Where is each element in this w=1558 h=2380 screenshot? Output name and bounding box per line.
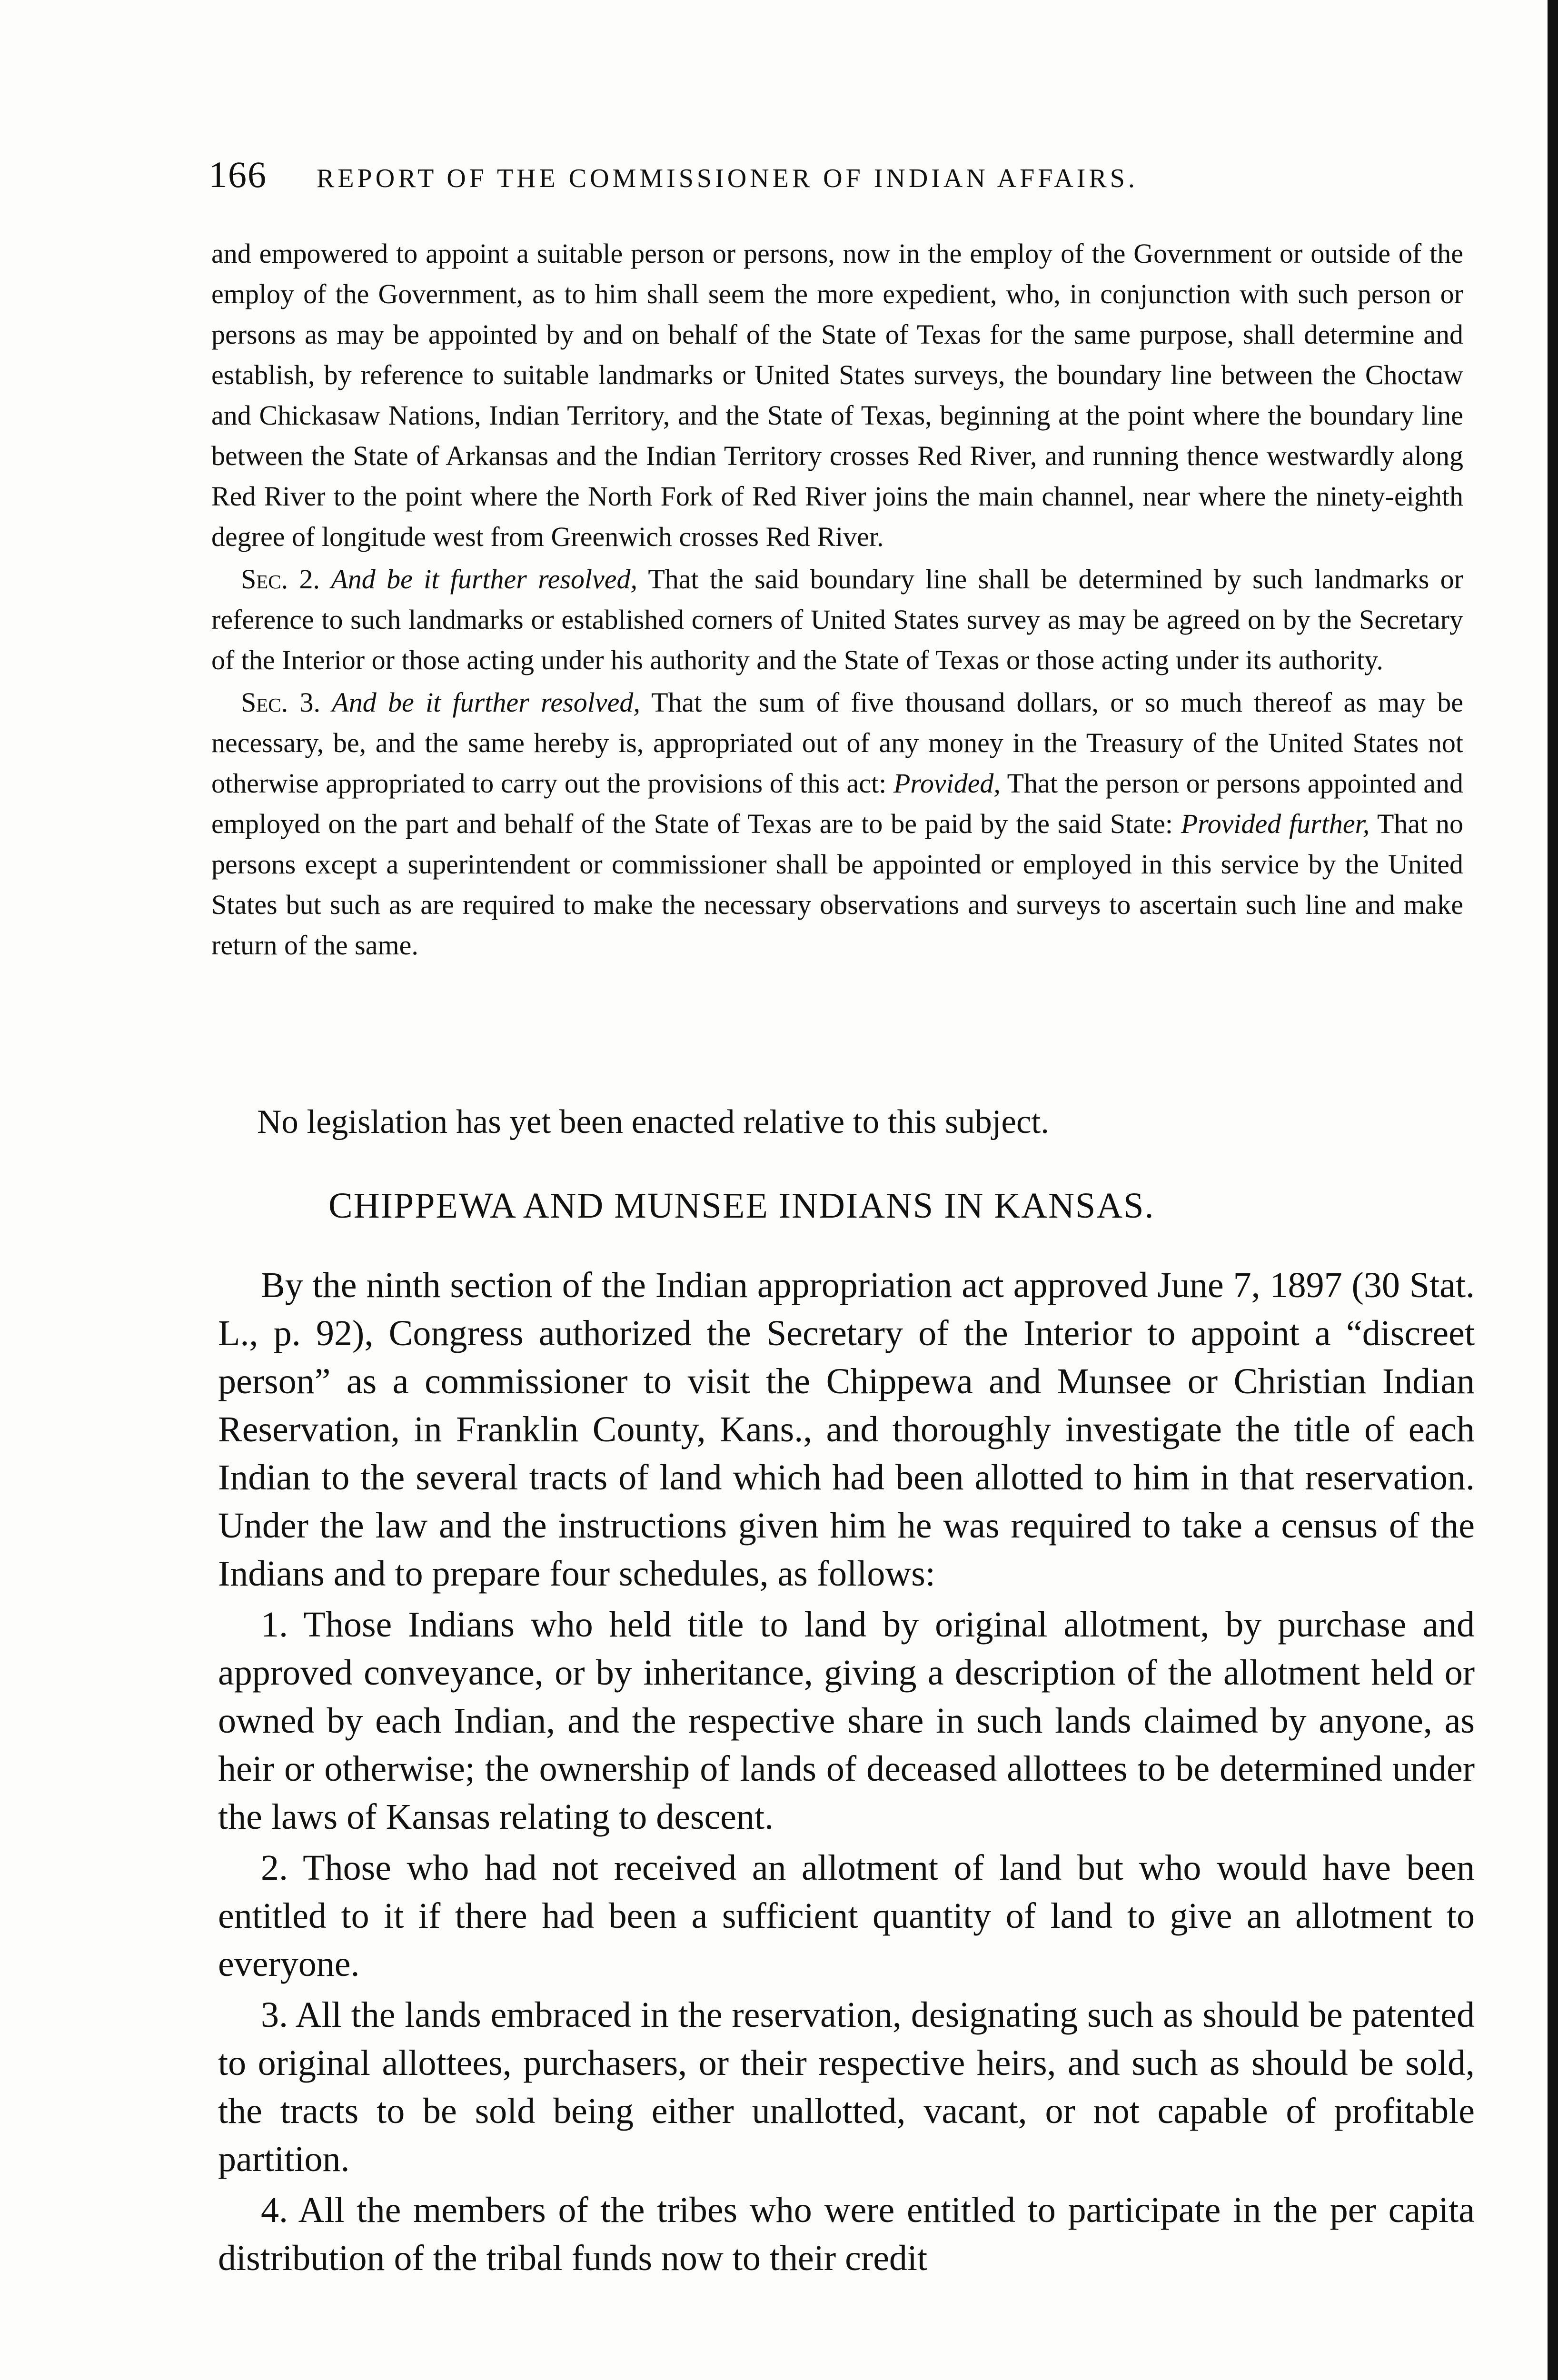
section-label: Sec. 3. (241, 687, 320, 718)
resolution-paragraph: and empowered to appoint a suitable person or persons, now in the employ of the Government or outside of the employ of the Government, as to him shall seem the more expedient, who, in conjunction with such person or persons as may be appointed by and on behalf of the State of Texas for the same purpose, shall determine and establish, by reference to suitable landmarks or United States surveys, the boundary line between the Choctaw and Chickasaw Nations, Indian Territory, and the State of Texas, beginning at the point where the boundary line between the State of Arkansas and the Indian Territory crosses Red River, and running thence westwardly along Red River to the point where the North Fork of Red River joins the main channel, near where the ninety-eighth degree of longitude west from Greenwich crosses Red River. (211, 238, 1463, 552)
italic-phrase: And be it further resolved, (332, 687, 640, 718)
italic-phrase: And be it further resolved, (331, 564, 638, 595)
schedule-item: 1. Those Indians who held title to land by original allotment, by purchase and approved conveyance, or by inheritance, giving a description of the allotment held or owned by each Indian, and the respective share in such lands claimed by anyone, as heir or otherwise; the ownership of lands of deceased allottees to be determined under the laws of Kansas relating to descent. (218, 1605, 1475, 1837)
section-label: Sec. 2. (241, 564, 320, 595)
proviso-label: Provided further, (1181, 808, 1370, 839)
section-text: That no persons except a superintendent or commissioner shall be appointed or employed in this service by the United States but such as are required to make the necessary observations and surveys to ascertain such line and make return of the same. (211, 808, 1464, 961)
closing-line: No legislation has yet been enacted relative to this subject. (257, 1103, 1050, 1140)
section-3-paragraph (211, 682, 1463, 965)
scan-border-right (1548, 0, 1558, 2380)
proviso-label: Provided, (893, 768, 1001, 799)
page-number: 166 (208, 154, 267, 195)
section-text: That the sum of five thousand dollars, or so much thereof as may be necessary, be, and the same hereby is, appropriated out of any money in the Treasury of the United States not otherwise appropriated to carry out the provisions of this act: (211, 687, 1464, 799)
running-head: REPORT OF THE COMMISSIONER OF INDIAN AFFAIRS. (317, 164, 1138, 193)
section-text: That the person or persons appointed and employed on the part and behalf of the State of Texas are to be paid by the said State: (211, 768, 1464, 839)
page-header (208, 153, 1360, 206)
schedule-item: 2. Those who had not received an allotment of land but who would have been entitled to it if there had been a sufficient quantity of land to give an allotment to everyone. (218, 1848, 1475, 1984)
section-heading: CHIPPEWA AND MUNSEE INDIANS IN KANSAS. (328, 1186, 1155, 1226)
section-text: That the said boundary line shall be determined by such landmarks or reference to such landmarks or established corners of United States survey as may be agreed on by the Secretary of the Interior or those acting under his authority and the State of Texas or those acting under its authority. (211, 564, 1463, 675)
schedule-item: 3. All the lands embraced in the reservation, designating such as should be patented to original allottees, purchasers, or their respective heirs, and such as should be sold, the tracts to be sold being either unallotted, vacant, or not capable of profitable partition. (218, 1995, 1475, 2179)
intro-paragraph: By the ninth section of the Indian appropriation act approved June 7, 1897 (30 Stat. L., p. 92), Congress authorized the Secretary of the Interior to appoint a “discreet person” as a commissioner to visit the Chippewa and Munsee or Christian Indian Reservation, in Franklin County, Kans., and thoroughly investigate the title of each Indian to the several tracts of land which had been allotted to him in that reservation. Under the law and the instructions given him he was required to take a census of the Indians and to prepare four schedules, as follows: (218, 1265, 1475, 1594)
section-2-paragraph (211, 559, 1463, 680)
joint-resolution-text (211, 233, 1463, 965)
section-body (218, 1261, 1475, 2282)
schedule-item: 4. All the members of the tribes who were entitled to participate in the per capita distribution of the tribal funds now to their credit (218, 2190, 1475, 2278)
